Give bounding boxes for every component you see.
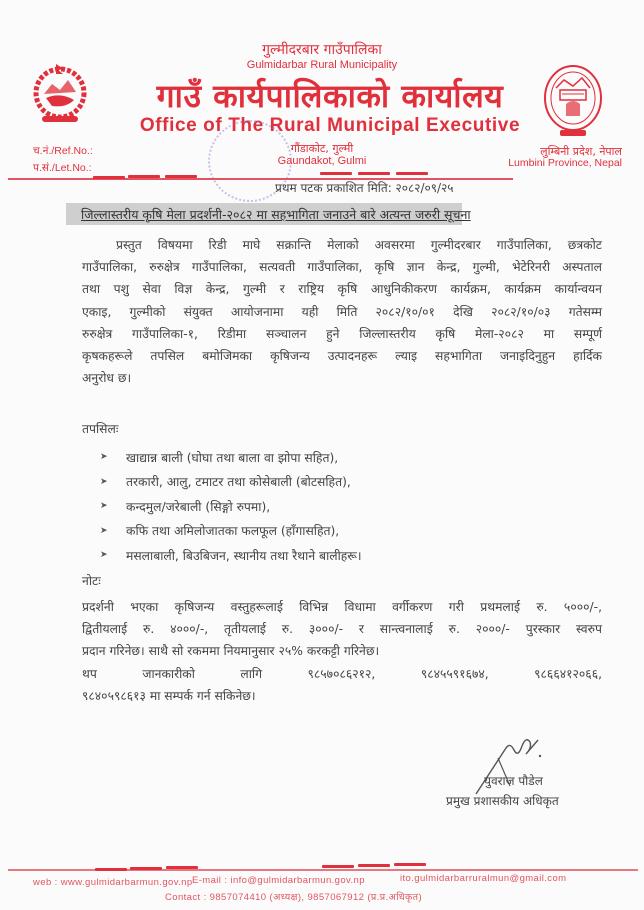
province-en: Lumbini Province, Nepal	[508, 157, 622, 169]
footer-email2-link[interactable]: ito.gulmidarbarruralmun@gmail.com	[400, 873, 567, 884]
footer-contact: Contact : 9857074410 (अध्यक्ष), 9857067912 (प्र.प्र.अधिकृत)	[165, 892, 423, 903]
divider-accent	[320, 172, 352, 175]
divider-accent	[130, 867, 162, 870]
office-title-np: गाउँ कार्यपालिकाको कार्यालय	[156, 77, 504, 115]
list-item-text: तरकारी, आलु, टमाटर तथा कोसेबाली (बोटसहित),	[126, 475, 351, 490]
note-line: द्वितीयलाई रु. ४०००/-, तृतीयलाई रु. ३०००/- र सान्त्वनालाई रु. २०००/- पुरस्कार स्वरुप	[82, 622, 602, 637]
divider-accent	[358, 864, 390, 867]
contact-line: ९८४०५९८६१३ मा सम्पर्क गर्न सकिनेछ।	[82, 688, 256, 703]
divider-accent	[322, 865, 354, 868]
details-list	[100, 445, 362, 568]
footer-website-link[interactable]: web : www.gulmidarbarmun.gov.np	[33, 877, 193, 888]
divider-accent	[394, 863, 426, 866]
subject-text: जिल्लास्तरीय कृषि मेला प्रदर्शनी-२०८२ मा सहभागिता जनाउने बारे अत्यन्त जरुरी सूचना	[81, 207, 471, 222]
note-line: प्रदान गरिनेछ। साथै सो रकममा नियमानुसार २५% करकट्टी गरिनेछ।	[82, 644, 380, 659]
divider-accent	[165, 175, 197, 178]
list-item-text: खाद्यान्न बाली (घोघा तथा बाला वा झोपा सहित),	[126, 450, 339, 465]
list-item-text: कफि तथा अमिलोजातका फलफूल (हाँगासहित),	[126, 524, 340, 539]
intro-line: अनुरोध छ।	[82, 371, 132, 386]
address-np: गौंडाकोट, गुल्मी	[290, 142, 354, 155]
arrow-bullet-icon: ➤	[100, 501, 108, 512]
intro-line: तथा पशु सेवा विज्ञ केन्द्र, गुल्मी र राष्ट्रिय कृषि आधुनिकीकरण कार्यक्रम, कार्यक्रम कार्यान्वयन	[82, 282, 602, 297]
divider-accent	[128, 175, 160, 178]
arrow-bullet-icon: ➤	[100, 476, 108, 487]
list-item	[100, 519, 362, 544]
note-paragraph	[82, 596, 602, 707]
subject-banner	[66, 203, 471, 225]
list-item-text: मसलाबाली, बिउबिजन, स्थानीय तथा रैथाने बालीहरू।	[126, 548, 362, 563]
arrow-bullet-icon: ➤	[100, 525, 108, 536]
province-np: लुम्बिनी प्रदेश, नेपाल	[540, 145, 622, 158]
list-item	[100, 494, 362, 519]
arrow-bullet-icon: ➤	[100, 452, 108, 463]
intro-line: कृषकहरूले तपसिल बमोजिमका कृषिजन्य उत्पादनहरू ल्याइ सहभागिता जनाइदिनुहुन हार्दिक	[82, 349, 602, 364]
ref-number-label: च.नं./Ref.No.:	[33, 145, 93, 157]
signatory-title: प्रमुख प्रशासकीय अधिकृत	[446, 794, 559, 808]
municipality-name-en: Gulmidarbar Rural Municipality	[246, 59, 398, 71]
office-title-en: Office of The Rural Municipal Executive	[139, 115, 521, 136]
letter-number-label: प.सं./Let.No.:	[33, 162, 92, 174]
arrow-bullet-icon: ➤	[100, 550, 108, 561]
note-line: प्रदर्शनी भएका कृषिजन्य वस्तुहरूलाई विभिन्न विधामा वर्गीकरण गरी प्रथमलाई रु. ५०००/-,	[82, 600, 602, 614]
intro-line: गाउँपालिका, रुरुक्षेत्र गाउँपालिका, सत्यवती गाउँपालिका, कृषि ज्ञान केन्द्र, गुल्मी, भेटेरिनरी अस्पताल	[82, 260, 602, 275]
intro-line: एकाइ, गुल्मीको संयुक्त आयोजनामा यही मिति २०८२/१०/०१ देखि २०८२/१०/०३ गतेसम्म	[82, 304, 602, 319]
intro-line: रुरुक्षेत्र गाउँपालिका-१, रिडीमा सञ्चालन हुने जिल्लास्तरीय कृषि मेला-२०८२ मा सम्पूर्ण	[82, 326, 602, 341]
list-item	[100, 445, 362, 470]
divider-accent	[95, 868, 127, 871]
divider-accent	[166, 866, 198, 869]
municipality-name-np: गुल्मीदरबार गाउँपालिका	[262, 42, 382, 58]
address-en: Gaundakot, Gulmi	[277, 155, 367, 167]
contact-line: थप जानकारीको लागि ९८५७०८६२१२, ९८४५५९१६७४, ९८६६४१२०६६,	[82, 666, 602, 681]
details-label: तपसिलः	[82, 422, 119, 436]
divider-accent	[358, 172, 390, 175]
signatory-name: युवराज पौडेल	[484, 774, 543, 788]
published-date: प्रथम पटक प्रकाशित मिति: २०८२/०९/२५	[275, 181, 454, 195]
footer-email-link[interactable]: E-mail : info@gulmidarbarmun.gov.np	[192, 875, 365, 886]
note-label: नोटः	[82, 574, 101, 588]
list-item	[100, 543, 362, 568]
intro-paragraph	[82, 234, 602, 389]
list-item	[100, 470, 362, 495]
intro-line: प्रस्तुत विषयमा रिडी माघे सक्रान्ति मेलाको अवसरमा गुल्मीदरबार गाउँपालिका, छत्रकोट	[116, 238, 602, 252]
divider-accent	[396, 172, 428, 175]
list-item-text: कन्दमुल/जरेबाली (सिङ्गो रुपमा),	[126, 499, 271, 514]
municipality-seal-logo	[540, 60, 606, 142]
divider-accent	[93, 176, 125, 179]
